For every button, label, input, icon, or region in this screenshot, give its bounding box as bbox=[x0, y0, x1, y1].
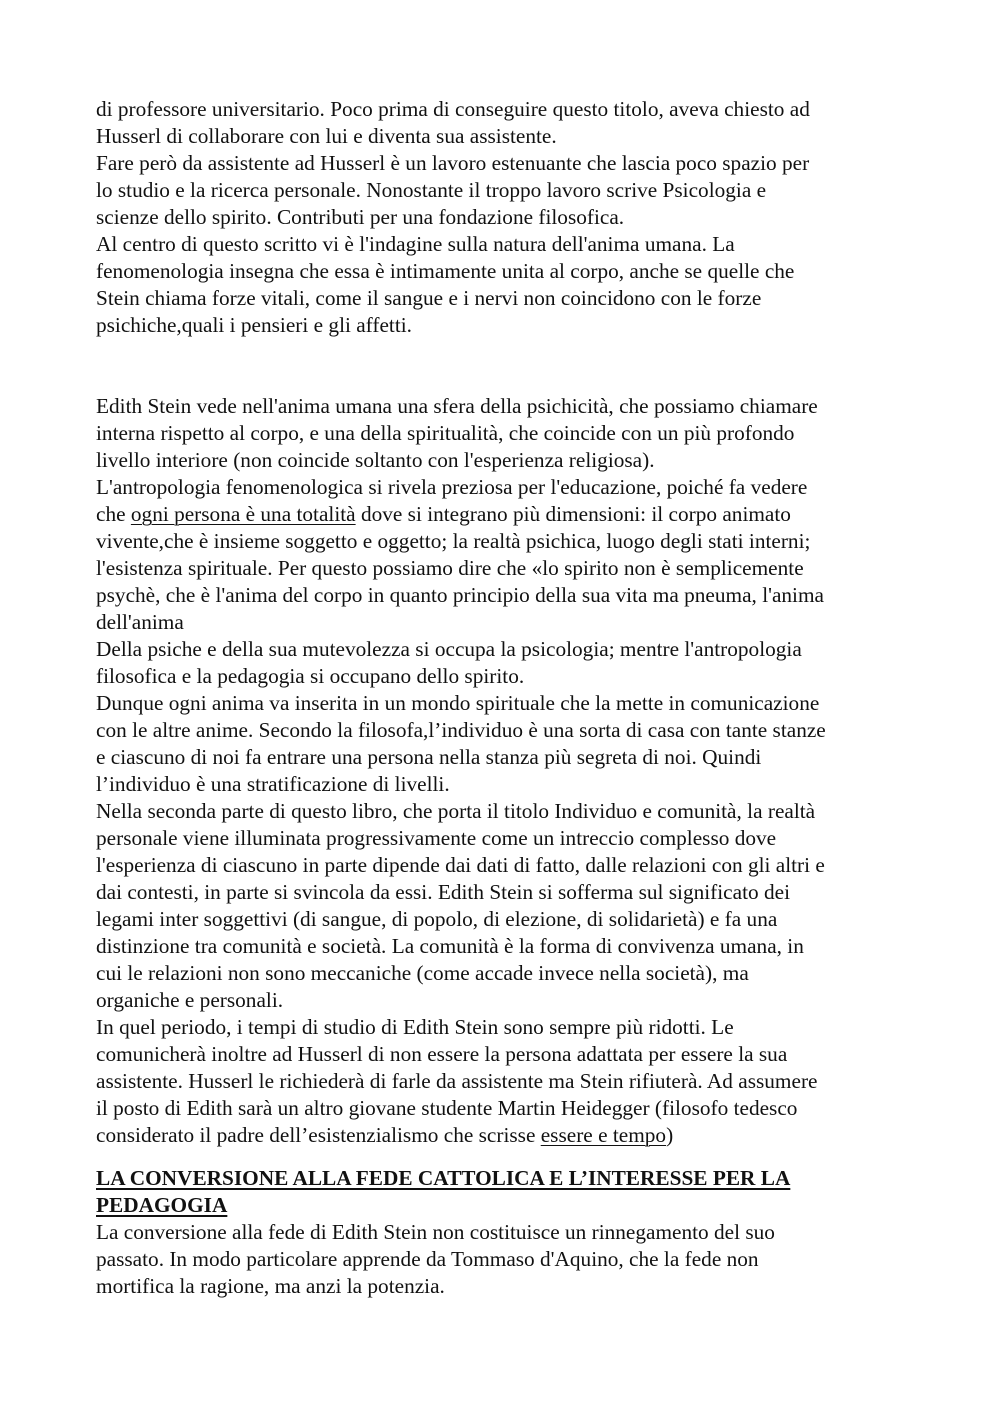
text-line: Al centro di questo scritto vi è l'indagine sulla natura dell'anima umana. La bbox=[96, 232, 735, 256]
text-fragment: ) bbox=[666, 1123, 674, 1147]
text-line: livello interiore (non coincide soltanto con l'esperienza religiosa). bbox=[96, 448, 655, 472]
text-line: psychè, che è l'anima del corpo in quanto principio della sua vita ma pneuma, l'anima bbox=[96, 583, 824, 607]
text-line: assistente. Husserl le richiederà di farle da assistente ma Stein rifiuterà. Ad assumere bbox=[96, 1069, 818, 1093]
text-line: l’individuo è una stratificazione di livelli. bbox=[96, 772, 450, 796]
blank-space bbox=[96, 339, 908, 393]
section-heading: PEDAGOGIA bbox=[96, 1193, 228, 1217]
section-heading: LA CONVERSIONE ALLA FEDE CATTOLICA E L’INTERESSE PER LA bbox=[96, 1166, 791, 1190]
text-line: l'esistenza spirituale. Per questo possiamo dire che «lo spirito non è semplicemente bbox=[96, 556, 804, 580]
blank-space bbox=[96, 1149, 908, 1165]
underlined-phrase-ogni-persona: ogni persona è una totalità bbox=[130, 502, 356, 526]
text-line: La conversione alla fede di Edith Stein non costituisce un rinnegamento del suo bbox=[96, 1220, 775, 1244]
text-fragment: considerato il padre dell’esistenzialismo che scrisse bbox=[96, 1123, 541, 1147]
text-fragment: che bbox=[96, 502, 131, 526]
text-line: l'esperienza di ciascuno in parte dipende dai dati di fatto, dalle relazioni con gli altri e bbox=[96, 853, 825, 877]
text-line: Nella seconda parte di questo libro, che porta il titolo Individuo e comunità, la realtà bbox=[96, 799, 816, 823]
text-line: filosofica e la pedagogia si occupano dello spirito. bbox=[96, 664, 525, 688]
text-line: dell'anima bbox=[96, 610, 184, 634]
text-line: il posto di Edith sarà un altro giovane studente Martin Heidegger (filosofo tedesco bbox=[96, 1096, 798, 1120]
text-line: legami inter soggettivi (di sangue, di popolo, di elezione, di solidarietà) e fa una bbox=[96, 907, 778, 931]
text-line: interna rispetto al corpo, e una della spiritualità, che coincide con un più profondo bbox=[96, 421, 795, 445]
text-line: L'antropologia fenomenologica si rivela preziosa per l'educazione, poiché fa vedere bbox=[96, 475, 808, 499]
text-line: Fare però da assistente ad Husserl è un lavoro estenuante che lascia poco spazio per bbox=[96, 151, 810, 175]
text-line: con le altre anime. Secondo la filosofa,l’individuo è una sorta di casa con tante stanze bbox=[96, 718, 826, 742]
text-line: organiche e personali. bbox=[96, 988, 284, 1012]
text-line: lo studio e la ricerca personale. Nonostante il troppo lavoro scrive Psicologia e bbox=[96, 178, 767, 202]
text-line: comunicherà inoltre ad Husserl di non essere la persona adattata per essere la sua bbox=[96, 1042, 788, 1066]
text-line: scienze dello spirito. Contributi per una fondazione filosofica. bbox=[96, 205, 625, 229]
section-conversione bbox=[96, 1165, 908, 1300]
text-line: Dunque ogni anima va inserita in un mondo spirituale che la mette in comunicazione bbox=[96, 691, 820, 715]
text-line: personale viene illuminata progressivamente come un intreccio complesso dove bbox=[96, 826, 777, 850]
text-line: fenomenologia insegna che essa è intimamente unita al corpo, anche se quelle che bbox=[96, 259, 795, 283]
paragraph-anthropology bbox=[96, 393, 908, 1149]
text-line: passato. In modo particolare apprende da Tommaso d'Aquino, che la fede non bbox=[96, 1247, 759, 1271]
text-line: cui le relazioni non sono meccaniche (come accade invece nella società), ma bbox=[96, 961, 749, 985]
text-line: distinzione tra comunità e società. La comunità è la forma di convivenza umana, in bbox=[96, 934, 804, 958]
text-line: Stein chiama forze vitali, come il sangue e i nervi non coincidono con le forze bbox=[96, 286, 762, 310]
text-line: Husserl di collaborare con lui e diventa sua assistente. bbox=[96, 124, 557, 148]
document-page bbox=[96, 96, 908, 1300]
text-line: di professore universitario. Poco prima di conseguire questo titolo, aveva chiesto ad bbox=[96, 97, 810, 121]
text-line: Edith Stein vede nell'anima umana una sfera della psichicità, che possiamo chiamare bbox=[96, 394, 818, 418]
text-line: vivente,che è insieme soggetto e oggetto; la realtà psichica, luogo degli stati interni; bbox=[96, 529, 811, 553]
text-line: Della psiche e della sua mutevolezza si occupa la psicologia; mentre l'antropologia bbox=[96, 637, 802, 661]
text-line bbox=[96, 501, 908, 528]
text-line: dai contesti, in parte si svincola da essi. Edith Stein si sofferma sul significato dei bbox=[96, 880, 790, 904]
text-line: In quel periodo, i tempi di studio di Edith Stein sono sempre più ridotti. Le bbox=[96, 1015, 734, 1039]
text-line: e ciascuno di noi fa entrare una persona nella stanza più segreta di noi. Quindi bbox=[96, 745, 762, 769]
underlined-title-essere-e-tempo: essere e tempo bbox=[540, 1123, 667, 1147]
text-line bbox=[96, 1122, 908, 1149]
text-fragment: dove si integrano più dimensioni: il corpo animato bbox=[355, 502, 791, 526]
paragraph-intro bbox=[96, 96, 908, 339]
text-line: psichiche,quali i pensieri e gli affetti. bbox=[96, 313, 413, 337]
text-line: mortifica la ragione, ma anzi la potenzia. bbox=[96, 1274, 445, 1298]
